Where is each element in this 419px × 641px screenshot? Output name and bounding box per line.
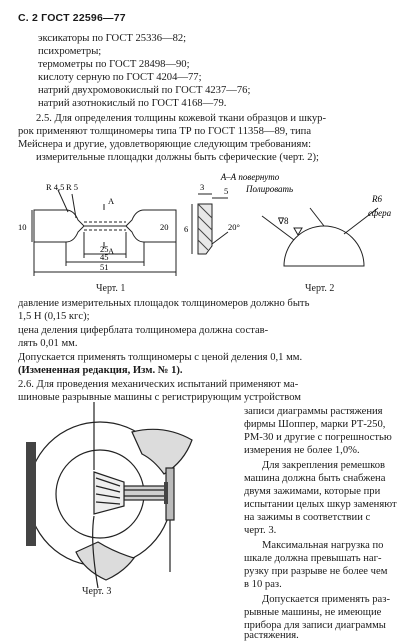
specimen-outline	[34, 210, 176, 242]
figure-2	[244, 178, 406, 278]
text-line: измерительные площадки должны быть сферические (черт. 2);	[36, 152, 319, 163]
text-line: 2.5. Для определения толщины кожевой ткани образцов и шкур-	[36, 113, 326, 124]
figure-2-caption: Черт. 2	[305, 283, 335, 294]
text-line: Допускается применять толщиномеры с ценой деления 0,1 мм.	[18, 352, 303, 363]
fig2-label: сфера	[368, 208, 392, 218]
list-item: термометры по ГОСТ 28498—90;	[38, 59, 190, 70]
dim-label: 20°	[228, 222, 240, 232]
text-line: шиновые разрывные машины с регистрирующим устройством	[18, 392, 302, 403]
fig2-label: R6	[372, 194, 382, 204]
figure-3-drawing	[14, 402, 240, 588]
text-line: записи диаграммы растяжения	[244, 406, 383, 417]
fig2-label: Полировать	[246, 184, 294, 194]
figure-1-caption: Черт. 1	[96, 283, 126, 294]
dim-label: 3	[200, 182, 205, 192]
text-line: прибора для записи диаграммы	[244, 620, 386, 631]
text-line: 2.6. Для проведения механических испытаний применяют ма-	[18, 379, 299, 390]
dim-label: A	[108, 196, 115, 206]
text-line: машина должна быть снабжена	[244, 473, 386, 484]
figure-2-drawing	[244, 178, 406, 278]
text-line: Допускается применять раз-	[262, 594, 390, 605]
list-item: натрий азотнокислый по ГОСТ 4168—79.	[38, 98, 227, 109]
text-line: цена деления циферблата толщиномера должна состав-	[18, 325, 269, 336]
text-line: измерения не более 1,0%.	[244, 445, 360, 456]
text-line: Для закрепления ремешков	[262, 460, 386, 471]
text-line: Мейснера и другие, удовлетворяющие следующим требованиям:	[18, 139, 312, 150]
figure-3-caption: Черт. 3	[82, 586, 112, 597]
text-line: растяжения.	[244, 630, 299, 641]
page-header: С. 2 ГОСТ 22596—77	[18, 12, 126, 24]
text-line: рок применяют толщиномеры типа ТР по ГОСТ 11358—89, типа	[18, 126, 312, 137]
text-line: давление измерительных площадок толщиномеров должно быть	[18, 298, 310, 309]
list-item: натрий двухромовокислый по ГОСТ 4237—76;	[38, 85, 251, 96]
figure-3	[14, 402, 240, 588]
dim-label: 20	[160, 222, 169, 232]
text-line: РМ-30 и другие с погрешностью	[244, 432, 392, 443]
dim-label: 6	[184, 224, 189, 234]
list-item: психрометры;	[38, 46, 102, 57]
list-item: кислоту серную по ГОСТ 4204—77;	[38, 72, 202, 83]
dim-label: R 4,5	[46, 182, 65, 192]
dim-label: R 5	[66, 182, 79, 192]
text-line: рузку при разрыве не более чем	[244, 566, 388, 577]
text-line: черт. 3.	[244, 525, 277, 536]
text-line: 1,5 Н (0,15 кгс);	[18, 311, 90, 322]
text-line: рывные машины, не имеющие	[244, 607, 382, 618]
text-line: на зажимы в соответствии с	[244, 512, 371, 523]
dim-label: 10	[18, 222, 27, 232]
dim-label: A	[108, 246, 115, 256]
text-line: двумя зажимами, которые при	[244, 486, 381, 497]
dim-label: 25	[100, 244, 109, 254]
dim-label: 51	[100, 262, 109, 272]
text-line: фирмы Шоппер, марки РТ-250,	[244, 419, 386, 430]
text-line: в 10 раз.	[244, 579, 282, 590]
dim-label: 5	[224, 186, 229, 196]
fig2-label: ∇8	[278, 216, 289, 226]
list-item: эксикаторы по ГОСТ 25336—82;	[38, 33, 187, 44]
text-line: Максимальная нагрузка по	[262, 540, 384, 551]
text-line: испытании целых шкур заменяют	[244, 499, 397, 510]
section-label: А–А повернуто	[220, 172, 280, 182]
dim-label: 45	[100, 252, 109, 262]
amendment-note: (Измененная редакция, Изм. № 1).	[18, 365, 183, 376]
text-line: шкале должна превышать наг-	[244, 553, 382, 564]
text-line: лять 0,01 мм.	[18, 338, 78, 349]
